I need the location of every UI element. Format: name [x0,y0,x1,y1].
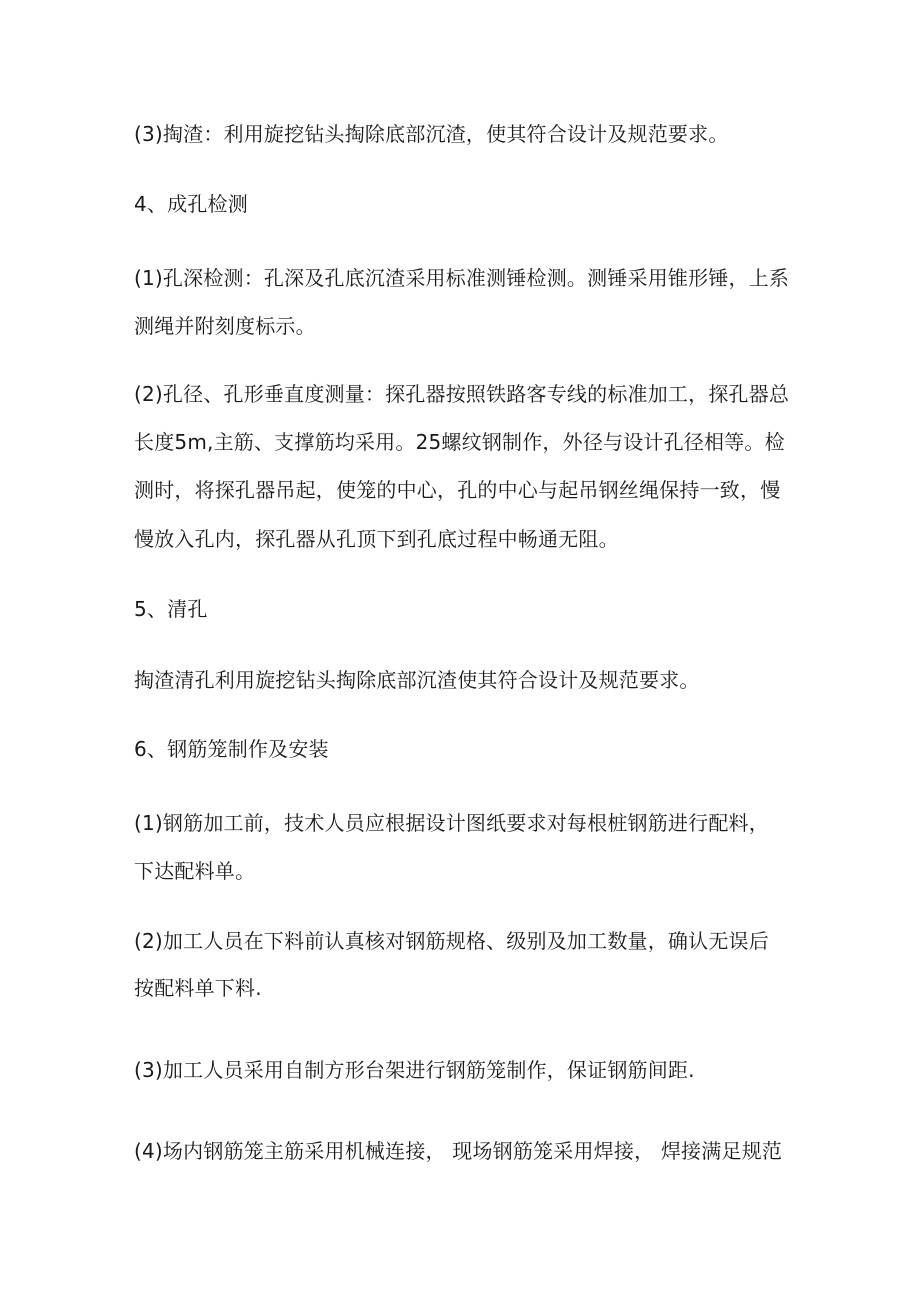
paragraph-2-diameter-check-line-1: (2)孔径、孔形垂直度测量：探孔器按照铁路客专线的标准加工，探孔器总 [134,382,790,406]
heading-4-hole-inspection: 4、成孔检测 [134,192,248,216]
paragraph-3-dredging: (3)掏渣：利用旋挖钻头掏除底部沉渣，使其符合设计及规范要求。 [134,122,729,146]
heading-5-hole-cleaning: 5、清孔 [134,597,208,621]
paragraph-4-rebar: (4)场内钢筋笼主筋采用机械连接， 现场钢筋笼采用焊接， 焊接满足规范 [134,1139,783,1163]
paragraph-2-rebar-line-1: (2)加工人员在下料前认真核对钢筋规格、级别及加工数量，确认无误后 [134,929,769,953]
paragraph-3-rebar: (3)加工人员采用自制方形台架进行钢筋笼制作，保证钢筋间距. [134,1058,695,1082]
paragraph-1-depth-check-line-2: 测绳并附刻度标示。 [134,314,316,338]
heading-6-rebar-cage: 6、钢筋笼制作及安装 [134,737,329,761]
paragraph-2-rebar-line-2: 按配料单下料. [134,976,262,1000]
paragraph-2-diameter-check-line-2: 长度5m,主筋、支撑筋均采用。25螺纹钢制作，外径与设计孔径相等。检 [134,430,785,454]
paragraph-2-diameter-check-line-3: 测时，将探孔器吊起，使笼的中心，孔的中心与起吊钢丝绳保持一致，慢 [134,478,781,502]
paragraph-2-diameter-check-line-4: 慢放入孔内，探孔器从孔顶下到孔底过程中畅通无阻。 [134,527,619,551]
paragraph-1-depth-check-line-1: (1)孔深检测：孔深及孔底沉渣采用标准测锤检测。测锤采用锥形锤，上系 [134,266,790,290]
paragraph-1-rebar-line-1: (1)钢筋加工前，技术人员应根据设计图纸要求对每根桩钢筋进行配料， [134,811,769,835]
paragraph-1-rebar-line-2: 下达配料单。 [134,859,256,883]
paragraph-cleaning: 掏渣清孔利用旋挖钻头掏除底部沉渣使其符合设计及规范要求。 [134,668,700,692]
